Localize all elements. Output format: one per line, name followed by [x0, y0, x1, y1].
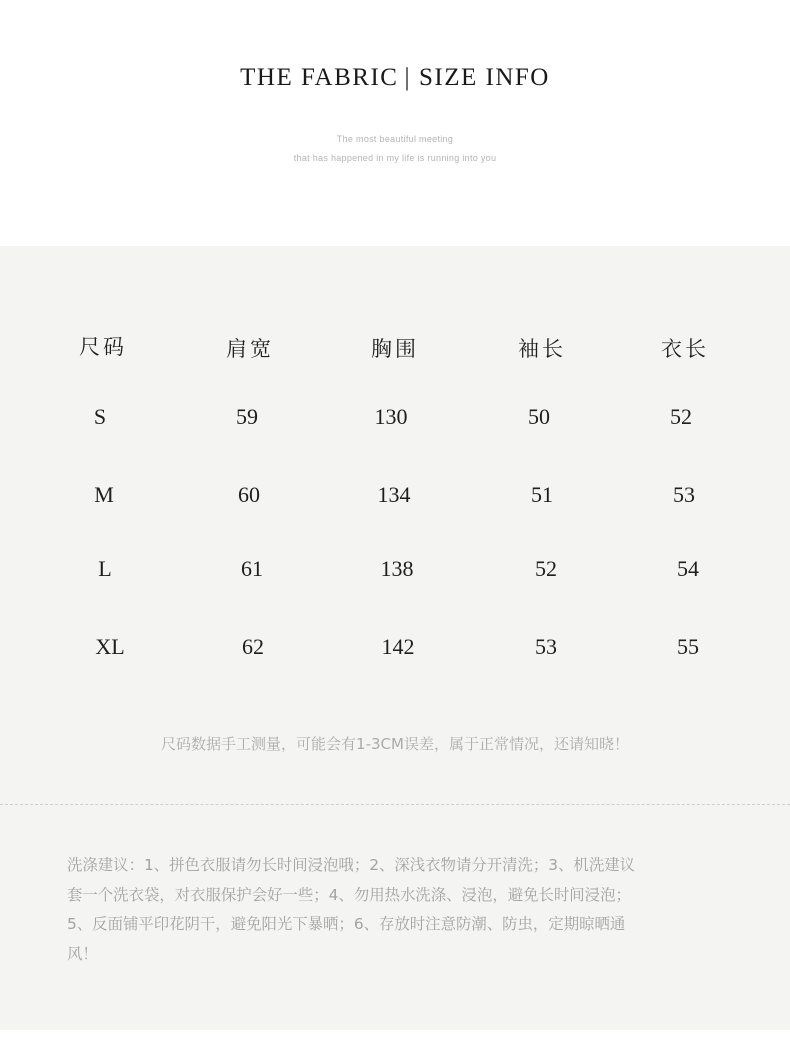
table-cell: 142 — [381, 634, 415, 659]
column-header-size: 尺码 — [79, 335, 127, 359]
table-cell: 54 — [677, 556, 699, 581]
table-cell: 61 — [241, 556, 263, 581]
column-header-shoulder: 肩宽 — [226, 337, 274, 361]
measurement-note: 尺码数据手工测量，可能会有1-3CM误差，属于正常情况，还请知晓！ — [161, 735, 629, 753]
table-cell: 138 — [380, 556, 414, 581]
table-cell: M — [94, 482, 114, 507]
table-cell: 60 — [238, 482, 260, 507]
table-cell: 53 — [673, 482, 695, 507]
dashed-divider — [0, 804, 790, 805]
subtitle-line-1: The most beautiful meeting — [336, 134, 454, 144]
column-header-length: 衣长 — [661, 337, 709, 361]
table-cell: 51 — [531, 482, 553, 507]
table-cell: 62 — [242, 634, 264, 659]
washing-line: 风！ — [67, 944, 98, 963]
title-size-info: SIZE INFO — [418, 64, 550, 91]
table-cell: 130 — [374, 404, 408, 429]
column-header-sleeve: 袖长 — [518, 337, 566, 361]
page-title — [0, 64, 790, 92]
table-cell: 52 — [670, 404, 692, 429]
table-cell: 59 — [236, 404, 258, 429]
table-cell: 52 — [535, 556, 557, 581]
table-cell: 134 — [377, 482, 411, 507]
washing-line: 5、反面铺平印花阴干，避免阳光下暴晒；6、存放时注意防潮、防虫，定期晾晒通 — [67, 915, 626, 933]
header-section — [0, 0, 790, 246]
table-cell: 55 — [677, 634, 699, 659]
washing-instructions — [67, 851, 731, 969]
title-fabric: THE FABRIC — [240, 64, 399, 91]
table-cell: 53 — [535, 634, 557, 659]
title-separator: | — [404, 64, 411, 91]
subtitle-line-2: that has happened in my life is running into you — [293, 153, 497, 163]
table-cell: S — [93, 404, 107, 429]
column-header-chest: 胸围 — [371, 337, 419, 361]
washing-line: 洗涤建议：1、拼色衣服请勿长时间浸泡哦；2、深浅衣物请分开清洗；3、机洗建议 — [67, 856, 636, 874]
table-cell: L — [98, 556, 112, 581]
washing-line: 套一个洗衣袋，对衣服保护会好一些；4、勿用热水洗涤、浸泡，避免长时间浸泡； — [67, 885, 631, 904]
table-cell: 50 — [528, 404, 550, 429]
table-cell: XL — [95, 634, 125, 659]
